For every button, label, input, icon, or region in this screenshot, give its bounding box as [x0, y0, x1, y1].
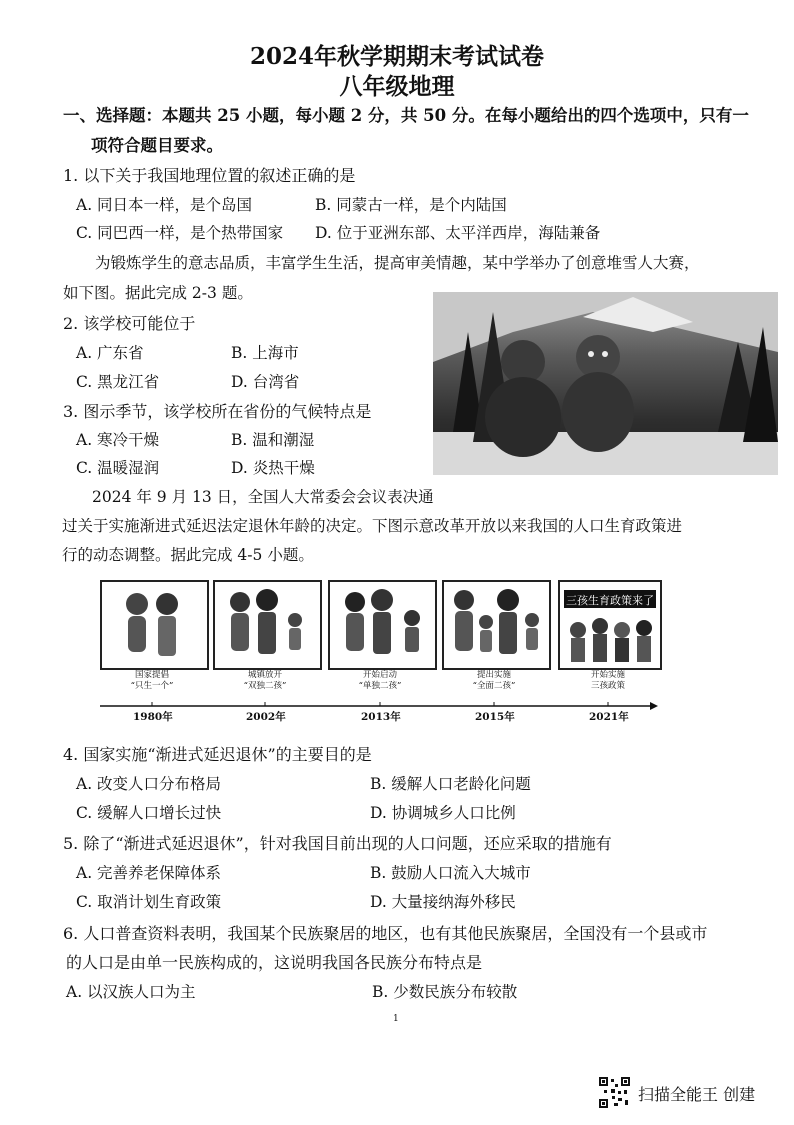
timeline-label-2013: 开始启动 “单独二孩”	[358, 670, 402, 691]
scanner-watermark: 扫描全能王 创建	[638, 1085, 756, 1104]
section-heading: 一、选择题：本题共 25 小题，每小题 2 分，共 50 分。在每小题给出的四个选项中，只有一	[63, 106, 749, 125]
page-subtitle: 八年级地理	[339, 73, 455, 100]
year-2013: 2013年	[361, 711, 401, 723]
q3-option-c: C. 温暖湿润	[76, 459, 160, 477]
timeline-label-2021: 开始实施 三孩政策	[590, 670, 625, 691]
q1-option-d: D. 位于亚洲东部、太平洋西岸，海陆兼备	[315, 224, 601, 242]
year-1980: 1980年	[133, 711, 173, 723]
q3-option-a: A. 寒冷干燥	[76, 431, 160, 449]
q6-option-b: B. 少数民族分布较散	[372, 983, 518, 1001]
material-2-line3: 行的动态调整。据此完成 4-5 小题。	[62, 546, 314, 564]
timeline-panel-2002	[213, 580, 322, 670]
page-title: 2024年秋学期期末考试试卷	[249, 43, 544, 70]
question-1-stem: 1. 以下关于我国地理位置的叙述正确的是	[63, 166, 356, 185]
timeline-panel-2013	[328, 580, 437, 670]
q5-option-d: D. 大量接纳海外移民	[370, 893, 516, 911]
q3-option-b: B. 温和潮湿	[231, 431, 315, 449]
q1-option-b: B. 同蒙古一样，是个内陆国	[315, 196, 507, 214]
timeline-label-2015: 提出实施 “全面二孩”	[472, 670, 516, 691]
timeline-panel-2015	[442, 580, 551, 670]
q4-option-c: C. 缓解人口增长过快	[76, 804, 222, 822]
snowman-photo	[433, 292, 778, 475]
question-2-stem: 2. 该学校可能位于	[63, 314, 196, 333]
q2-option-c: C. 黑龙江省	[76, 373, 160, 391]
q2-option-d: D. 台湾省	[231, 373, 300, 391]
material-1-line1: 为锻炼学生的意志品质，丰富学生生活，提高审美情趣，某中学举办了创意堆雪人大赛，	[95, 254, 700, 272]
q2-option-a: A. 广东省	[76, 344, 144, 362]
question-6-stem-cont: 的人口是由单一民族构成的，这说明我国各民族分布特点是	[66, 953, 483, 972]
material-2-line2: 过关于实施渐进式延迟法定退休年龄的决定。下图示意改革开放以来我国的人口生育政策进	[62, 517, 683, 535]
q2-option-b: B. 上海市	[231, 344, 299, 362]
qr-code-icon	[598, 1076, 631, 1109]
question-5-stem: 5. 除了“渐进式延迟退休”，针对我国目前出现的人口问题，还应采取的措施有	[63, 834, 612, 853]
material-1-line2: 如下图。据此完成 2-3 题。	[63, 284, 253, 302]
timeline-label-2002: 城镇放开 “双独二孩”	[243, 670, 287, 691]
page-number: 1	[393, 1014, 399, 1024]
q6-option-a: A. 以汉族人口为主	[66, 983, 196, 1001]
year-2021: 2021年	[589, 711, 629, 723]
material-2-line1: 2024 年 9 月 13 日，全国人大常委会会议表决通	[92, 488, 434, 506]
question-6-stem: 6. 人口普查资料表明，我国某个民族聚居的地区，也有其他民族聚居，全国没有一个县或市	[63, 924, 708, 943]
q4-option-a: A. 改变人口分布格局	[76, 775, 222, 793]
q4-option-b: B. 缓解人口老龄化问题	[370, 775, 531, 793]
q5-option-c: C. 取消计划生育政策	[76, 893, 222, 911]
q1-option-a: A. 同日本一样，是个岛国	[76, 196, 253, 214]
q3-option-d: D. 炎热干燥	[231, 459, 315, 477]
timeline-panel-2021	[558, 580, 662, 670]
timeline-label-1980: 国家提倡 “只生一个”	[130, 670, 174, 691]
question-4-stem: 4. 国家实施“渐进式延迟退休”的主要目的是	[63, 745, 372, 764]
policy-banner: 三孩生育政策来了	[566, 594, 654, 607]
question-3-stem: 3. 图示季节，该学校所在省份的气候特点是	[63, 402, 372, 421]
timeline-panel-1980	[100, 580, 209, 670]
q4-option-d: D. 协调城乡人口比例	[370, 804, 516, 822]
q5-option-a: A. 完善养老保障体系	[76, 864, 222, 882]
section-heading-cont: 项符合题目要求。	[91, 136, 223, 155]
year-2015: 2015年	[475, 711, 515, 723]
q1-option-c: C. 同巴西一样，是个热带国家	[76, 224, 284, 242]
year-2002: 2002年	[246, 711, 286, 723]
q5-option-b: B. 鼓励人口流入大城市	[370, 864, 531, 882]
